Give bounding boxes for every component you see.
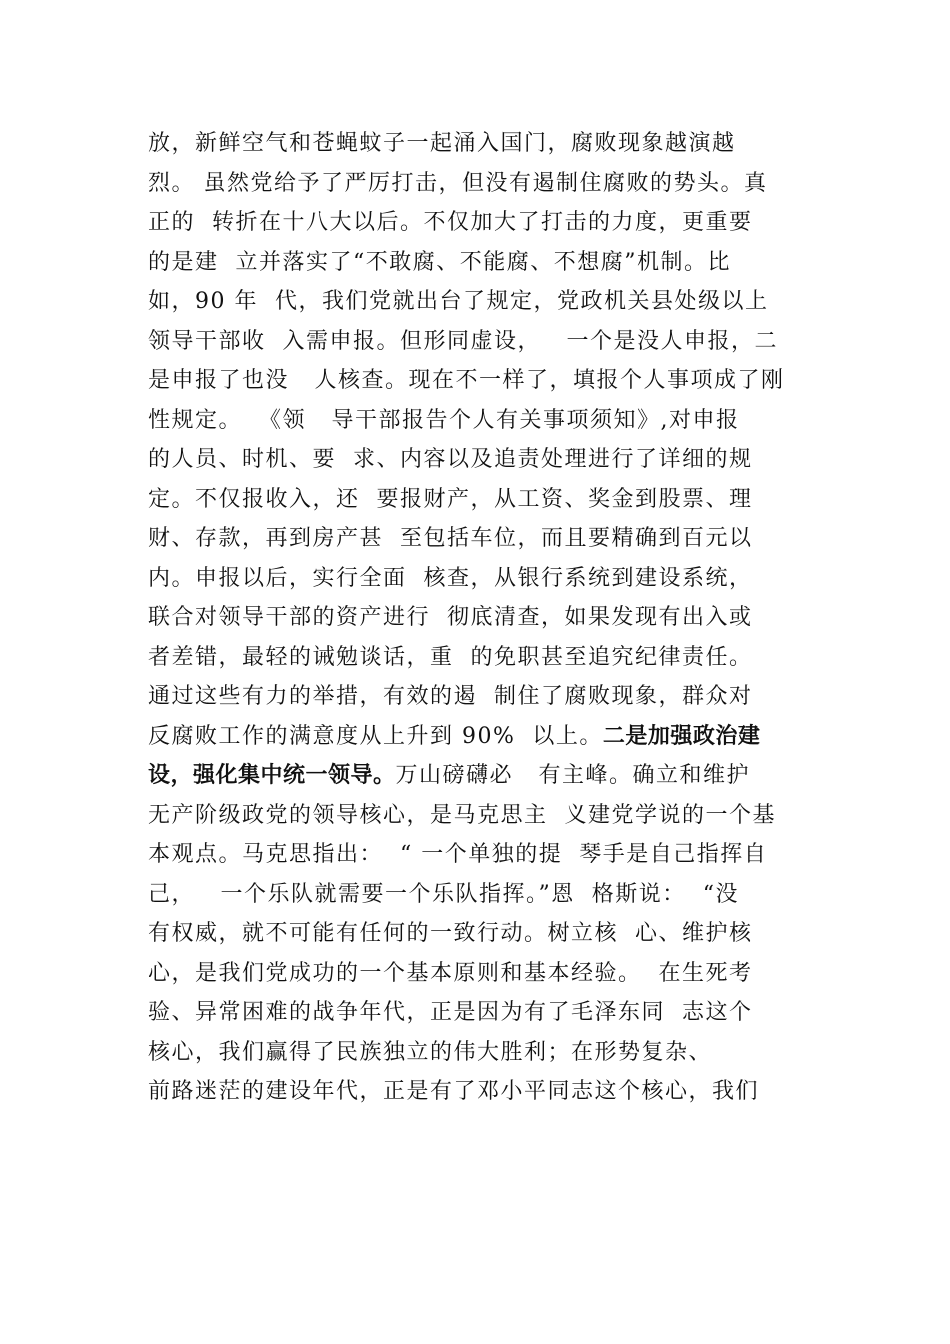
body-text [148, 124, 828, 1112]
text-line: 有权威，就不可能有任何的一致行动。树立核 心、维护核 [148, 921, 753, 946]
text-line: 联合对领导干部的资产进行 彻底清查，如果发现有出入或 [148, 605, 753, 630]
text-line: 通过这些有力的举措，有效的遏 制住了腐败现象，群众对 [148, 684, 753, 709]
text-line: 定。不仅报收入，还 要报财产，从工资、奖金到股票、理 [148, 486, 753, 512]
section-heading-continued: 设，强化集中统一领导。 [148, 763, 396, 788]
text-line [148, 756, 828, 796]
text-line: 无产阶级政党的领导核心，是马克思主 义建党学说的一个基 [148, 802, 776, 828]
text-line: 如，90 年 代，我们党就出台了规定，党政机关县处级以上 [148, 289, 769, 314]
text-line: 领导干部收 入需申报。但形同虚设， 一个是没人申报，二 [148, 328, 778, 354]
text-segment: 万山磅礴必 有主峰。确立和维护 [395, 763, 750, 788]
text-line: 正的 转折在十八大以后。不仅加大了打击的力度，更重要 [148, 210, 753, 235]
text-line [148, 717, 828, 757]
text-line: 验、异常困难的战争年代，正是因为有了毛泽东同 志这个 [148, 1000, 753, 1025]
text-line: 本观点。马克思指出： “ 一个单独的提 琴手是自己指挥自 [148, 842, 768, 867]
text-line: 放，新鲜空气和苍蝇蚊子一起涌入国门，腐败现象越演越 [148, 131, 736, 156]
section-heading: 二是加强政治建 [602, 723, 761, 749]
text-line: 的是建 立并落实了“不敢腐、不能腐、不想腐”机制。比 [148, 249, 731, 275]
text-line: 财、存款，再到房产甚 至包括车位，而且要精确到百元以 [148, 526, 753, 551]
text-segment: 反腐败工作的满意度从上升到 90% 以上。 [148, 723, 603, 749]
text-line: 己， 一个乐队就需要一个乐队指挥。”恩 格斯说： “没 [148, 881, 739, 907]
text-line: 心，是我们党成功的一个基本原则和基本经验。 在生死考 [148, 960, 753, 986]
text-line: 核心，我们赢得了民族独立的伟大胜利；在形势复杂、 [148, 1039, 713, 1065]
text-line: 是申报了也没 人核查。现在不一样了，填报个人事项成了刚 [148, 368, 785, 393]
text-line: 性规定。 《领 导干部报告个人有关事项须知》,对申报 [148, 407, 740, 433]
text-line: 烈。 虽然党给予了严厉打击，但没有遏制住腐败的势头。真 [148, 170, 768, 196]
text-line: 者差错，最轻的诫勉谈话，重 的免职甚至追究纪律责任。 [148, 644, 753, 670]
text-line: 的人员、时机、要 求、内容以及追责处理进行了详细的规 [148, 447, 753, 472]
text-line: 内。申报以后，实行全面 核查，从银行系统到建设系统， [148, 565, 753, 591]
text-line: 前路迷茫的建设年代，正是有了邓小平同志这个核心，我们 [148, 1079, 760, 1104]
